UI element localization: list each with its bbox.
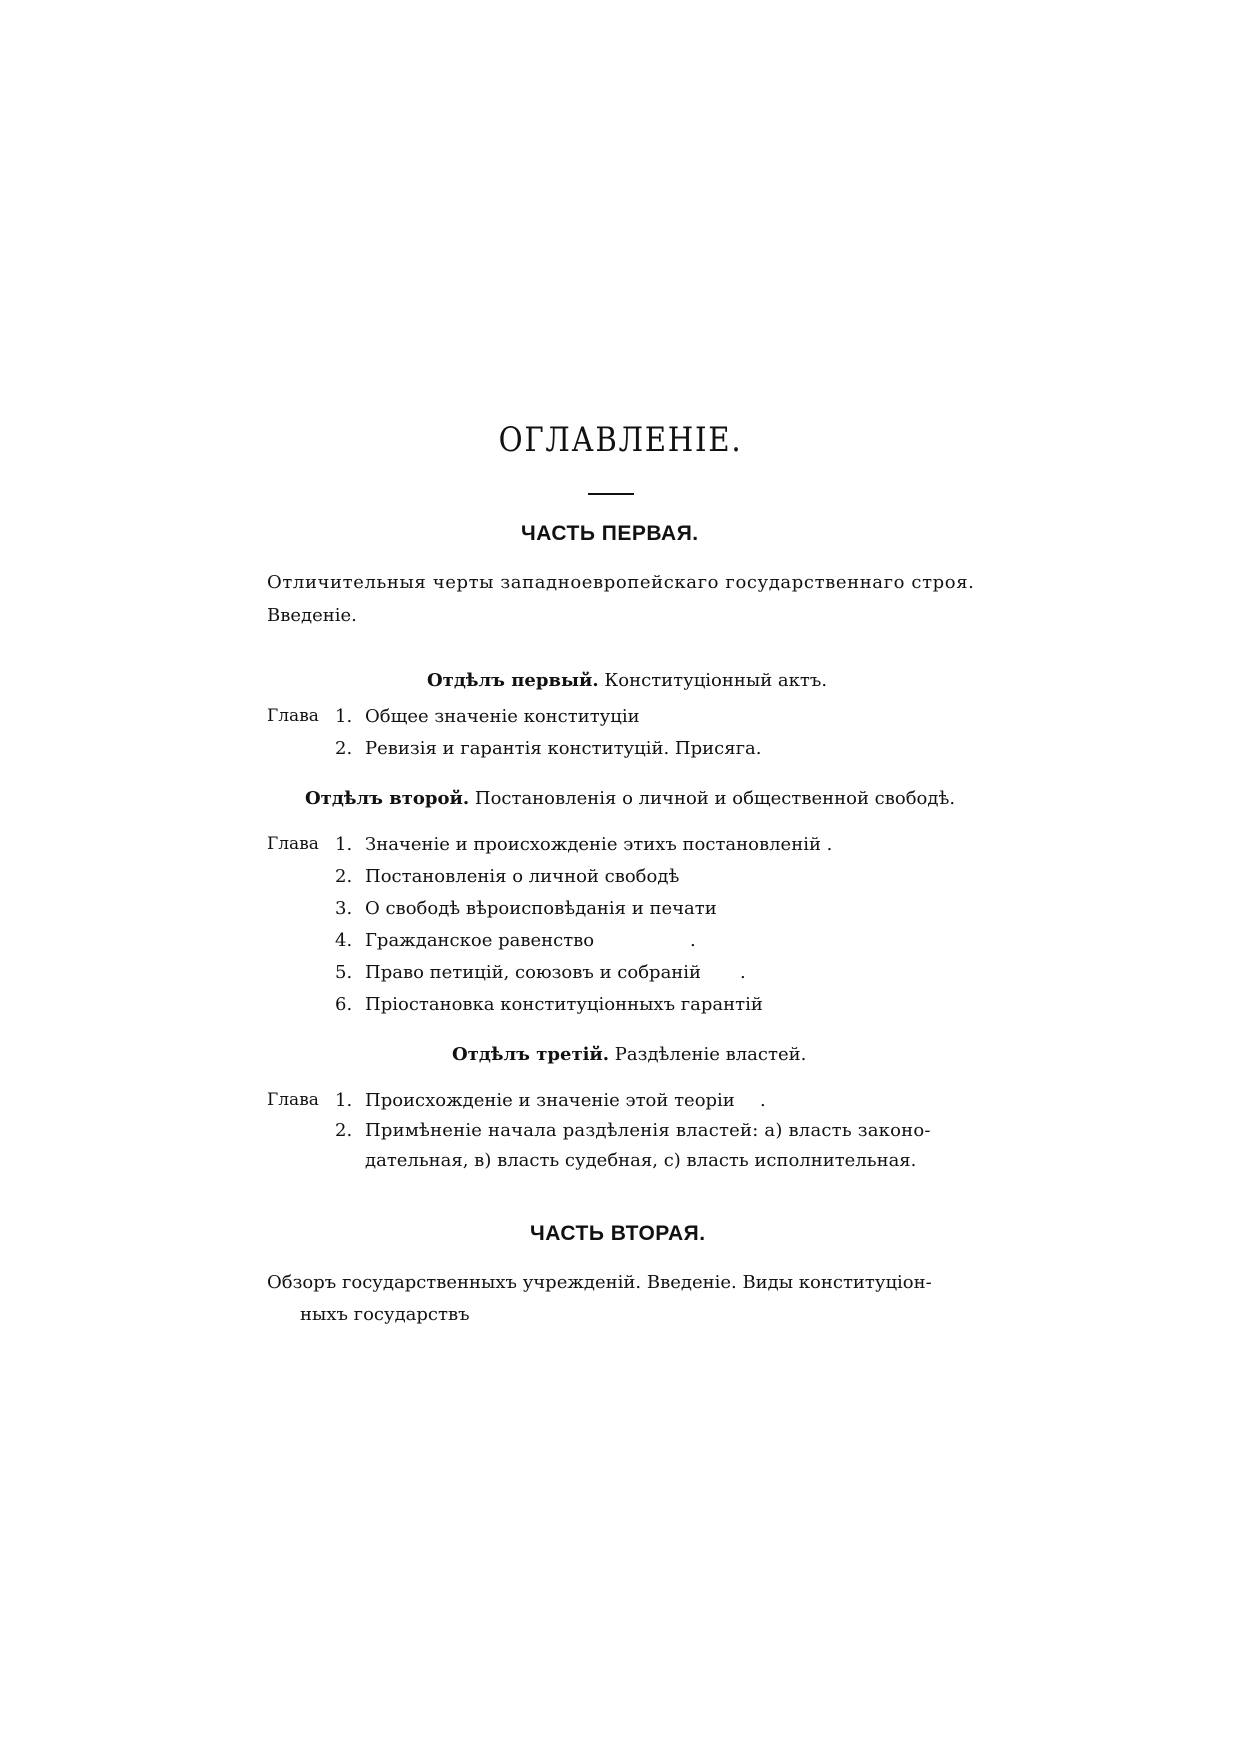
- part-two-line-1: Обзоръ государственныхъ учрежденій. Введеніе. Виды конституціон-: [267, 1272, 932, 1293]
- section-three-chapter-1-dot: .: [760, 1090, 766, 1111]
- section-two-label: Отдѣлъ второй.: [305, 788, 470, 809]
- section-one-chapter-word: Глава: [267, 706, 319, 726]
- section-three-chapter-word: Глава: [267, 1090, 319, 1110]
- section-two-chapter-5-dot: .: [740, 962, 746, 983]
- section-two-chapter-word: Глава: [267, 834, 319, 854]
- section-two-chapter-6-num: 6.: [335, 994, 353, 1015]
- section-two-chapter-2: Постановленія о личной свободѣ: [365, 866, 680, 887]
- section-three-heading: [452, 1044, 806, 1065]
- section-two-chapter-5-num: 5.: [335, 962, 353, 983]
- part-one-heading: ЧАСТЬ ПЕРВАЯ.: [521, 522, 699, 545]
- section-two-chapter-1: Значеніе и происхожденіе этихъ постановленій .: [365, 834, 833, 855]
- part-one-introduction: Введеніе.: [267, 605, 357, 626]
- section-one-title: Конституціонный актъ.: [604, 670, 828, 691]
- part-two-heading: ЧАСТЬ ВТОРАЯ.: [530, 1222, 706, 1245]
- section-three-chapter-1: Происхожденіе и значеніе этой теоріи: [365, 1090, 735, 1111]
- section-three-title: Раздѣленіе властей.: [614, 1044, 807, 1065]
- section-two-chapter-3: О свободѣ вѣроисповѣданія и печати: [365, 898, 717, 919]
- section-two-chapter-5: Право петицій, союзовъ и собраній: [365, 962, 702, 983]
- title-rule: [588, 493, 634, 495]
- section-three-chapter-1-num: 1.: [335, 1090, 353, 1111]
- section-two-chapter-1-num: 1.: [335, 834, 353, 855]
- section-one-chapter-2: Ревизія и гарантія конституцій. Присяга.: [365, 738, 762, 759]
- section-two-chapter-4: Гражданское равенство: [365, 930, 595, 951]
- section-two-chapter-2-num: 2.: [335, 866, 353, 887]
- section-three-chapter-2-cont: дательная, в) власть судебная, с) власть исполнительная.: [365, 1150, 917, 1171]
- section-one-chapter-1-num: 1.: [335, 706, 353, 727]
- section-one-chapter-1: Общее значеніе конституціи: [365, 706, 640, 727]
- section-two-chapter-6: Пріостановка конституціонныхъ гарантій: [365, 994, 763, 1015]
- section-two-heading: [305, 788, 955, 809]
- section-one-heading: [427, 670, 827, 691]
- section-three-chapter-2-num: 2.: [335, 1120, 353, 1141]
- section-one-label: Отдѣлъ первый.: [427, 670, 599, 691]
- section-two-chapter-4-num: 4.: [335, 930, 353, 951]
- section-one-chapter-2-num: 2.: [335, 738, 353, 759]
- section-two-chapter-4-dot: .: [690, 930, 696, 951]
- section-two-chapter-3-num: 3.: [335, 898, 353, 919]
- part-two-line-2: ныхъ государствъ: [300, 1304, 470, 1325]
- section-two-title: Постановленія о личной и общественной свободѣ.: [474, 788, 956, 809]
- page-title: ОГЛАВЛЕНІЕ.: [498, 420, 743, 460]
- section-three-chapter-2: Примѣненіе начала раздѣленія властей: а) власть законо-: [365, 1120, 931, 1141]
- part-one-subtitle: Отличительныя черты западноевропейскаго государственнаго строя.: [267, 572, 975, 593]
- section-three-label: Отдѣлъ третій.: [452, 1044, 610, 1065]
